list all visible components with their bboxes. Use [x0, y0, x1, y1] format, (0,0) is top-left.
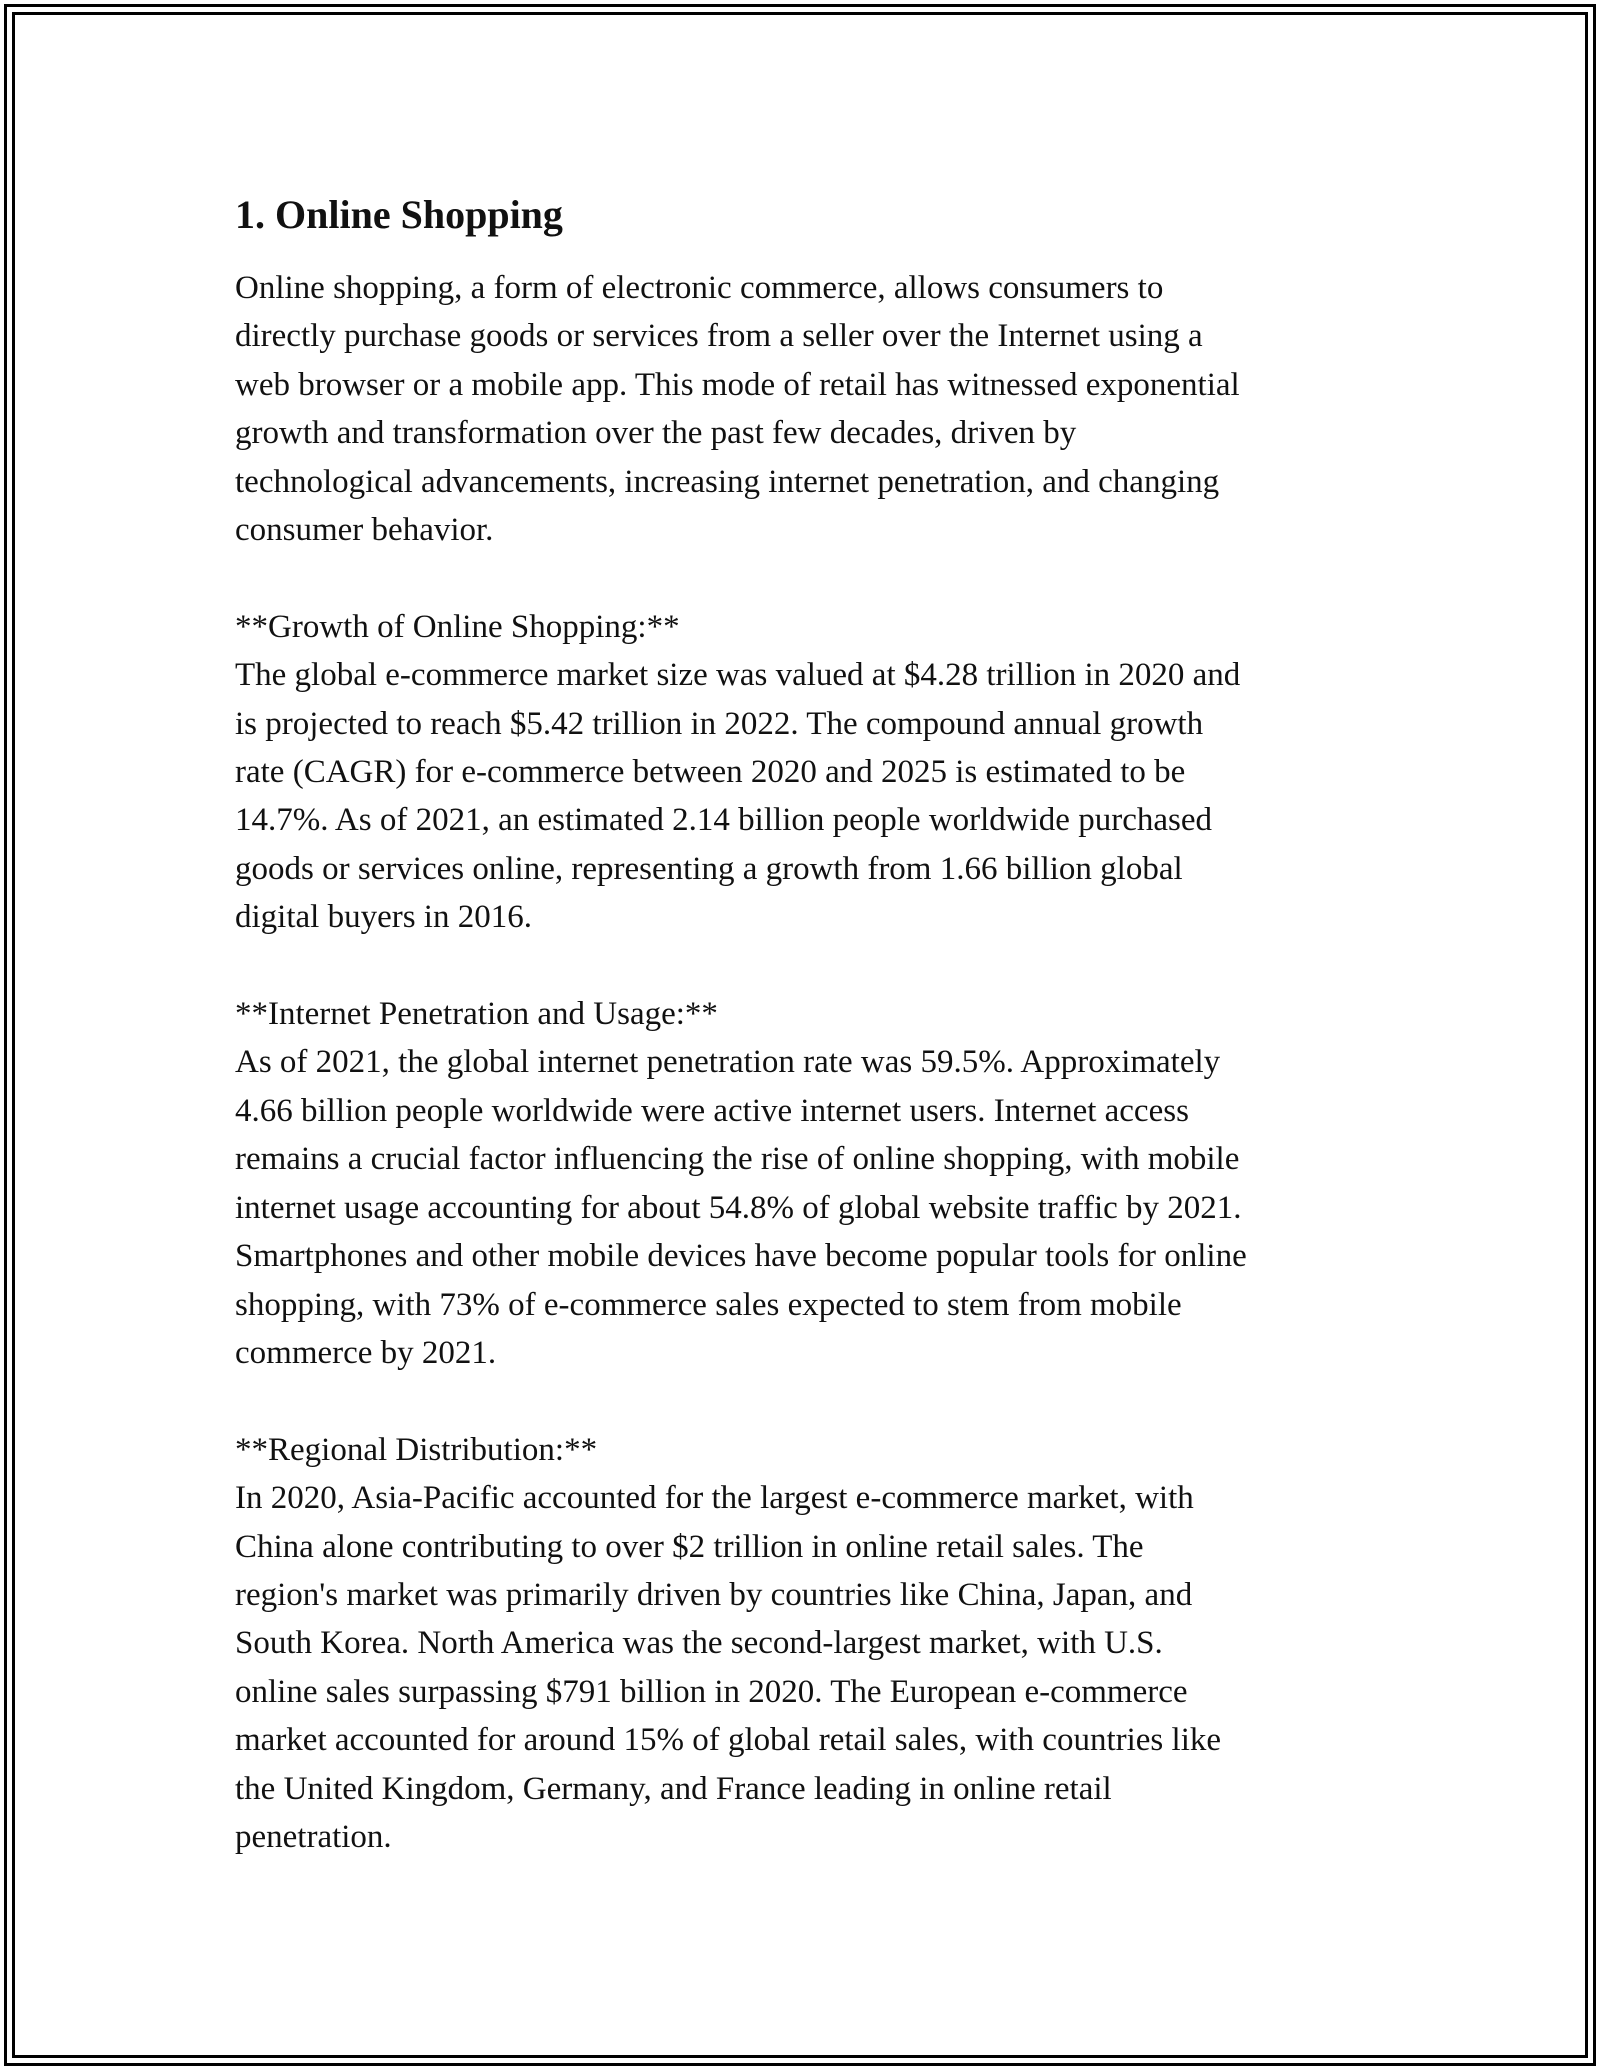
growth-section	[235, 603, 1370, 942]
internet-section-body: As of 2021, the global internet penetration rate was 59.5%. Approximately 4.66 billion people worldwide were active internet users. Internet access remains a crucial factor influencing the rise of online shopping, with mobile internet usage accounting for about 54.8% of global website traffic by 2021. Smartphones and other mobile devices have become popular tools for online shopping, with 73% of e-commerce sales expected to stem from mobile commerce by 2021.	[235, 1044, 1247, 1371]
regional-section	[235, 1426, 1370, 1862]
intro-paragraph: Online shopping, a form of electronic commerce, allows consumers to directly purchase goods or services from a seller over the Internet using a web browser or a mobile app. This mode of retail has witnessed exponential growth and transformation over the past few decades, driven by technological advancements, increasing internet penetration, and changing consumer behavior.	[235, 270, 1240, 549]
section-heading: 1. Online Shopping	[235, 192, 563, 237]
growth-section-title: **Growth of Online Shopping:**	[235, 608, 680, 645]
internet-section	[235, 990, 1370, 1377]
growth-section-body: The global e-commerce market size was valued at $4.28 trillion in 2020 and is projected to reach $5.42 trillion in 2022. The compound annual growth rate (CAGR) for e-commerce between 2020 and 2025 is estimated to be 14.7%. As of 2021, an estimated 2.14 billion people worldwide purchased goods or services online, representing a growth from 1.66 billion global digital buyers in 2016.	[235, 657, 1241, 936]
regional-section-title: **Regional Distribution:**	[235, 1431, 598, 1468]
regional-section-body: In 2020, Asia-Pacific accounted for the largest e-commerce market, with China alone contributing to over $2 trillion in online retail sales. The region's market was primarily driven by countries like China, Japan, and South Korea. North America was the second-largest market, with U.S. online sales surpassing $791 billion in 2020. The European e-commerce market accounted for around 15% of global retail sales, with countries like the United Kingdom, Germany, and France leading in online retail penetration.	[235, 1480, 1222, 1855]
document-body	[235, 188, 1370, 1861]
internet-section-title: **Internet Penetration and Usage:**	[235, 996, 718, 1033]
